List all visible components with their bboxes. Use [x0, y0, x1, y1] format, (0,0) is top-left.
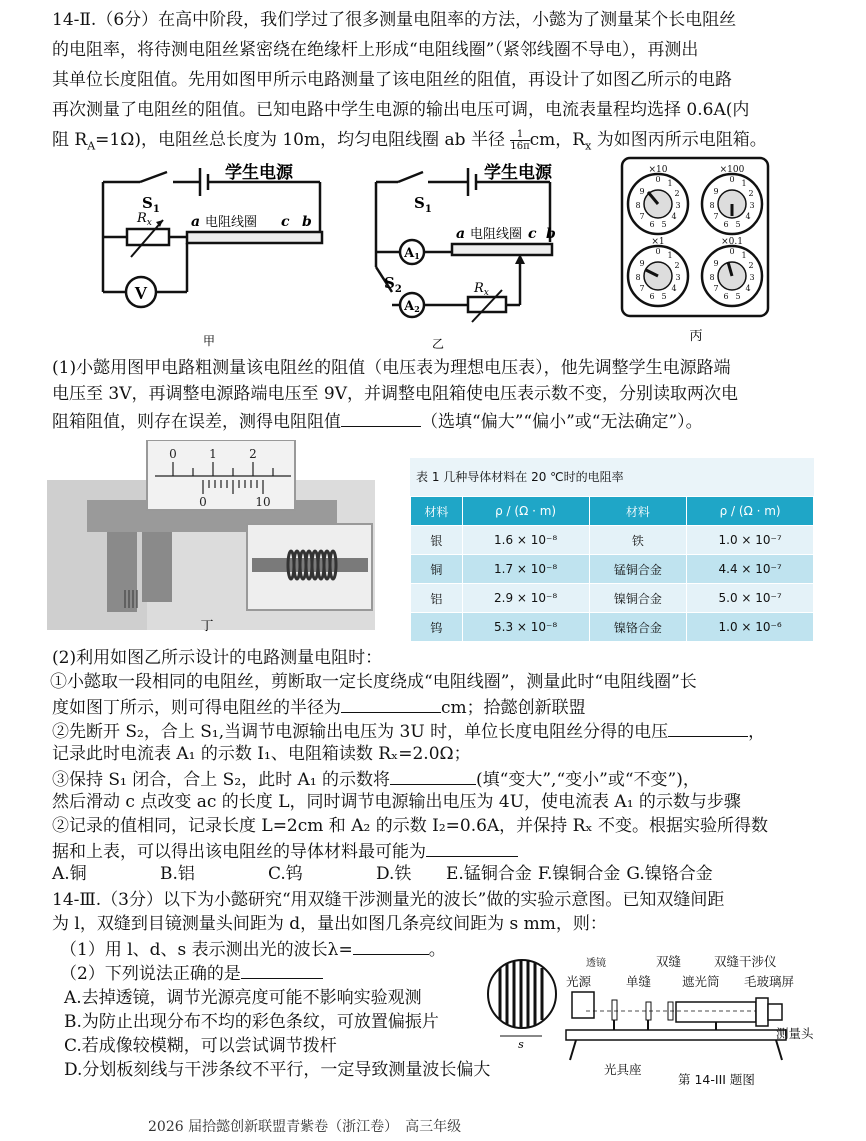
resistance-box-figure — [620, 156, 772, 346]
svg-text:3: 3 — [675, 273, 681, 282]
question-3-text: 为 l，双缝到目镜测量头间距为 d，量出如图几条亮纹间距为 s mm，则： — [52, 914, 607, 934]
coil-label: 电阻线圈 — [205, 215, 258, 230]
svg-text:4: 4 — [745, 212, 751, 221]
table-header: ρ / (Ω · m) — [462, 497, 589, 526]
ammeter-a1-label: A1 — [404, 246, 420, 261]
device-label: 双缝干涉仪 — [714, 954, 777, 969]
option-item: A.去掉透镜，调节光源亮度可能不影响实验观测 — [64, 988, 422, 1008]
table-header: 材料 — [411, 497, 463, 526]
resistivity-table — [410, 496, 814, 642]
scale-mark: 0 — [169, 447, 177, 461]
problem-text: 14-Ⅱ.（6分）在高中阶段，我们学过了很多测量电阻率的方法，小懿为了测量某个长电阻丝 — [52, 10, 737, 30]
double-slit-label: 双缝 — [656, 954, 682, 969]
question-3-text: （2）下列说法正确的是 — [60, 960, 323, 986]
svg-text:4: 4 — [745, 284, 751, 293]
single-slit-label: 单缝 — [626, 974, 652, 989]
svg-text:7: 7 — [639, 284, 645, 293]
svg-text:0: 0 — [655, 175, 661, 184]
svg-text:3: 3 — [749, 273, 755, 282]
table-title: 表 1 几种导体材料在 20 ℃时的电阻率 — [416, 470, 624, 484]
svg-text:5: 5 — [661, 220, 667, 229]
svg-text:0: 0 — [729, 175, 735, 184]
table-row: 银 1.6 × 10⁻⁸ 铁 1.0 × 10⁻⁷ — [411, 526, 814, 555]
answer-blank[interactable] — [390, 766, 476, 785]
question-1-text: (1)小懿用图甲电路粗测量该电阻丝的阻值（电压表为理想电压表），他先调整学生电源路端 — [52, 358, 731, 378]
question-1-text: 阻箱阻值，则存在误差，测得电阻阻值 （选填“偏大”“偏小”或“无法确定”）。 — [52, 408, 703, 434]
svg-text:4: 4 — [671, 212, 677, 221]
svg-text:8: 8 — [709, 273, 715, 282]
svg-text:8: 8 — [635, 273, 641, 282]
question-2-text: ②记录的值相同，记录长度 L=2cm 和 A₂ 的示数 I₂=0.6A，并保持 Rₓ 不变。根据实验所得数 — [52, 816, 768, 836]
question-1-text: 电压至 3V，再调整电源路端电压至 9V，并调整电阻箱使电压表示数不变，分别读取两次电 — [52, 384, 738, 404]
coil-label: 电阻线圈 — [470, 227, 523, 242]
circuit-diagram-jia — [95, 162, 345, 348]
svg-text:5: 5 — [735, 292, 741, 301]
power-label: 学生电源 — [225, 163, 293, 183]
figure-caption: 丁 — [200, 619, 214, 634]
problem-text: 的电阻率，将待测电阻丝紧密绕在绝缘杆上形成“电阻线圈”（紧邻线圈不导电），再测出 — [52, 40, 699, 60]
option-item: D.分划板刻线与干涉条纹不平行，一定导致测量波长偏大 — [64, 1060, 491, 1080]
caliper-photo — [47, 440, 375, 636]
coil-b-label: b — [546, 226, 556, 242]
coil-b-label: b — [302, 214, 312, 230]
table-header: 材料 — [589, 497, 687, 526]
option-item: E.锰铜合金 — [446, 864, 532, 884]
svg-text:1: 1 — [741, 179, 747, 188]
svg-text:6: 6 — [723, 220, 729, 229]
question-2-text: ③保持 S₁ 闭合，合上 S₂，此时 A₁ 的示数将 (填“变大”,“变小”或“不变”)， — [52, 766, 700, 792]
svg-text:9: 9 — [639, 187, 645, 196]
ammeter-a2-label: A2 — [404, 299, 420, 314]
problem-text-last: 阻 $R_A=1\Omega$)，电阻丝总长度为 10m，均匀电阻线圈 ab 半径 $\frac{1}{16\pi}$ cm，$R_x$ 为如图丙所示电阻箱。 — [52, 129, 767, 153]
svg-text:2: 2 — [674, 261, 680, 270]
svg-text:1: 1 — [741, 251, 747, 260]
figure-caption: 甲 — [203, 334, 216, 348]
table-row: 钨 5.3 × 10⁻⁸ 镍铬合金 1.0 × 10⁻⁶ — [411, 613, 814, 642]
switch-s2-label: $S_2$ — [384, 274, 402, 295]
coil-c-label: c — [528, 226, 537, 242]
svg-text:3: 3 — [749, 201, 755, 210]
double-slit-apparatus — [486, 944, 826, 1090]
svg-text:2: 2 — [748, 261, 754, 270]
option-item: D.铁 — [376, 864, 412, 884]
table-header: ρ / (Ω · m) — [687, 497, 814, 526]
answer-blank[interactable] — [341, 408, 421, 427]
question-2-options — [52, 862, 713, 886]
svg-text:3: 3 — [675, 201, 681, 210]
question-2-title: (2)利用如图乙所示设计的电路测量电阻时： — [52, 648, 383, 668]
coil-c-label: c — [281, 214, 290, 230]
question-2-text: 度如图丁所示，则可得电阻丝的半径为 cm；拾懿创新联盟 — [52, 694, 586, 720]
option-item: B.铝 — [160, 864, 195, 884]
question-2-text: ①小懿取一段相同的电阻丝，剪断取一定长度绕成“电阻线圈”，测量此时“电阻线圈”长 — [50, 672, 697, 692]
answer-blank[interactable] — [241, 960, 323, 979]
scale-mark: 0 — [199, 495, 207, 509]
question-2-text: ②先断开 S₂，合上 S₁,当调节电源输出电压为 3U 时，单位长度电阻丝分得的电压 ， — [52, 718, 765, 744]
option-item: C.钨 — [268, 864, 303, 884]
svg-text:1: 1 — [667, 179, 673, 188]
rx-label: $R_x$ — [474, 281, 489, 298]
svg-text:0: 0 — [729, 247, 735, 256]
svg-text:6: 6 — [649, 292, 655, 301]
switch-label: $S_1$ — [142, 194, 160, 215]
svg-text:2: 2 — [674, 189, 680, 198]
voltmeter-label: V — [134, 283, 148, 303]
power-label: 学生电源 — [484, 163, 552, 183]
figure-caption: 丙 — [689, 329, 703, 344]
svg-text:0: 0 — [655, 247, 661, 256]
svg-text:7: 7 — [639, 212, 645, 221]
measuring-head-label: 测量头 — [776, 1026, 814, 1041]
svg-text:1: 1 — [667, 251, 673, 260]
question-3-text: 14-Ⅲ.（3分）以下为小懿研究“用双缝干涉测量光的波长”做的实验示意图。已知双缝间距 — [52, 890, 725, 910]
circuit-diagram-yi — [368, 162, 568, 352]
figure-caption: 乙 — [432, 337, 445, 351]
question-3-text: （1）用 l、d、s 表示测出光的波长λ= 。 — [60, 936, 446, 962]
switch-s1-label: $S_1$ — [414, 194, 432, 215]
page-footer: 2026 届拾懿创新联盟青紫卷（浙江卷） 高三年级 — [148, 1119, 462, 1135]
bench-label: 光具座 — [604, 1062, 642, 1077]
option-item: G.镍铬合金 — [626, 864, 713, 884]
rx-label: $R_x$ — [137, 211, 152, 228]
option-item: F.镍铜合金 — [537, 864, 621, 884]
scale-mark: 2 — [249, 447, 257, 461]
problem-text: 再次测量了电阻丝的阻值。已知电路中学生电源的输出电压可调，电流表量程均选择 0.6A(内 — [52, 100, 750, 120]
svg-text:9: 9 — [713, 259, 719, 268]
coil-a-label: a — [456, 226, 466, 242]
svg-text:6: 6 — [649, 220, 655, 229]
scale-mark: 1 — [209, 447, 217, 461]
lens-label: 透镜 — [586, 958, 606, 969]
table-row: 铜 1.7 × 10⁻⁸ 锰铜合金 4.4 × 10⁻⁷ — [411, 555, 814, 584]
svg-text:8: 8 — [635, 201, 641, 210]
answer-blank[interactable] — [341, 694, 441, 713]
problem-text: 其单位长度阻值。先用如图甲所示电路测量了该电阻丝的阻值，再设计了如图乙所示的电路 — [52, 70, 732, 90]
scale-mark: 10 — [255, 495, 271, 509]
svg-text:2: 2 — [748, 189, 754, 198]
question-2-text: 据和上表，可以得出该电阻丝的导体材料最可能为 — [52, 838, 518, 864]
svg-text:5: 5 — [661, 292, 667, 301]
svg-text:9: 9 — [639, 259, 645, 268]
question-2-text: 然后滑动 c 点改变 ac 的长度 L，同时调节电源输出电压为 4U，使电流表 A₁ 的示数与步骤 — [52, 792, 741, 812]
svg-text:7: 7 — [713, 212, 719, 221]
dial-multiplier: ×0.1 — [721, 237, 743, 247]
option-item: C.若成像较模糊，可以尝试调节拨杆 — [64, 1036, 337, 1056]
figure-caption: 第 14-III 题图 — [678, 1072, 755, 1087]
option-item: B.为防止出现分布不均的彩色条纹，可放置偏振片 — [64, 1012, 439, 1032]
svg-text:5: 5 — [735, 220, 741, 229]
svg-text:4: 4 — [671, 284, 677, 293]
svg-text:7: 7 — [713, 284, 719, 293]
table-row: 铝 2.9 × 10⁻⁸ 镍铜合金 5.0 × 10⁻⁷ — [411, 584, 814, 613]
screen-label: 毛玻璃屏 — [744, 974, 795, 989]
svg-text:6: 6 — [723, 292, 729, 301]
option-item: A.铜 — [52, 864, 87, 884]
svg-text:9: 9 — [713, 187, 719, 196]
source-label: 光源 — [566, 974, 592, 989]
dial-multiplier: ×100 — [719, 165, 745, 175]
dial-multiplier: ×10 — [648, 165, 668, 175]
spacing-label: s — [518, 1038, 524, 1051]
answer-blank[interactable] — [426, 838, 518, 857]
question-2-text: 记录此时电流表 A₁ 的示数 I₁、电阻箱读数 Rₓ=2.0Ω； — [52, 744, 471, 764]
answer-blank[interactable] — [353, 936, 429, 955]
tube-label: 遮光筒 — [682, 974, 720, 989]
svg-text:8: 8 — [709, 201, 715, 210]
answer-blank[interactable] — [668, 718, 748, 737]
coil-a-label: a — [191, 214, 201, 230]
dial-multiplier: ×1 — [651, 237, 665, 247]
